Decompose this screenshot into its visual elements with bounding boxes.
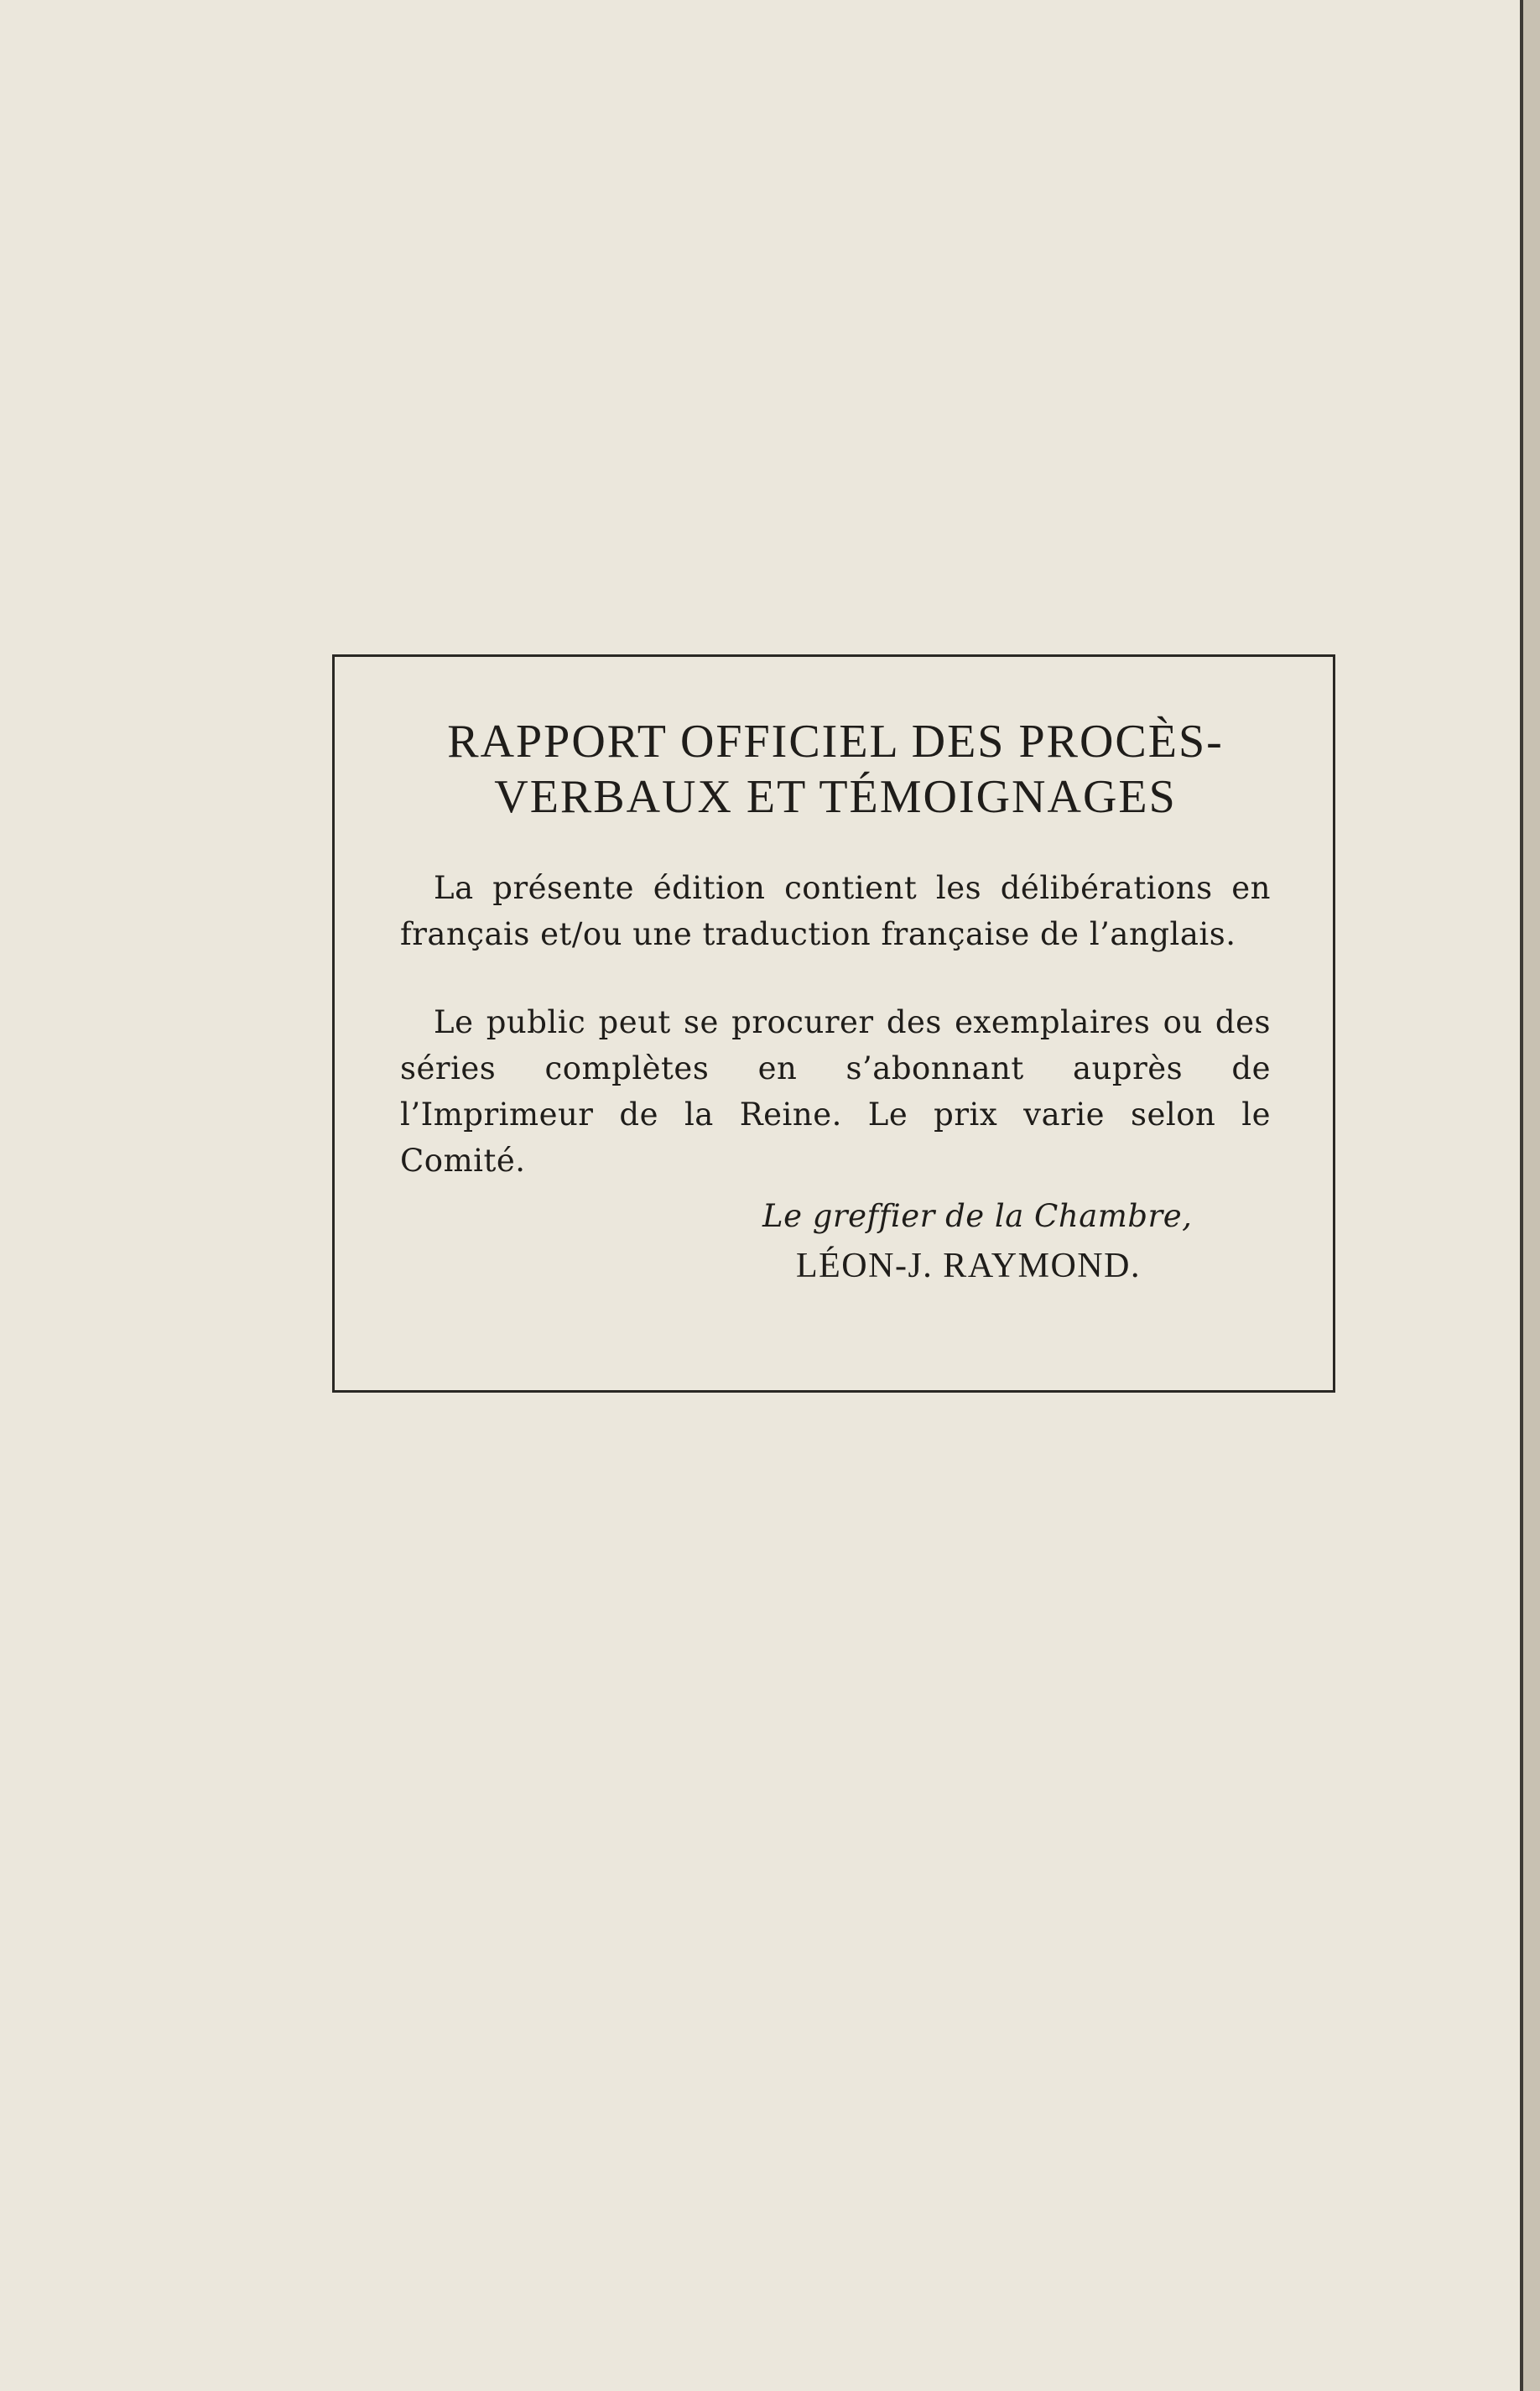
notice-title: RAPPORT OFFICIEL DES PROCÈS-VERBAUX ET TÉMOIGNAGES xyxy=(447,716,1224,823)
signature-role: Le greffier de la Chambre, xyxy=(762,1198,1193,1234)
notice-paragraph-subscription: Le public peut se procurer des exemplaires ou des séries complètes en s’abonnant auprès de l’Imprimeur de la Reine. Le prix varie selon le Comité. xyxy=(400,1004,1271,1179)
signature-block xyxy=(762,1192,1271,1291)
notice-box xyxy=(332,654,1335,1393)
signature-name: LÉON-J. RAYMOND. xyxy=(796,1247,1141,1285)
page-edge xyxy=(1520,0,1540,2391)
notice-paragraph-edition: La présente édition contient les délibérations en français et/ou une traduction française de l’anglais. xyxy=(400,870,1271,952)
